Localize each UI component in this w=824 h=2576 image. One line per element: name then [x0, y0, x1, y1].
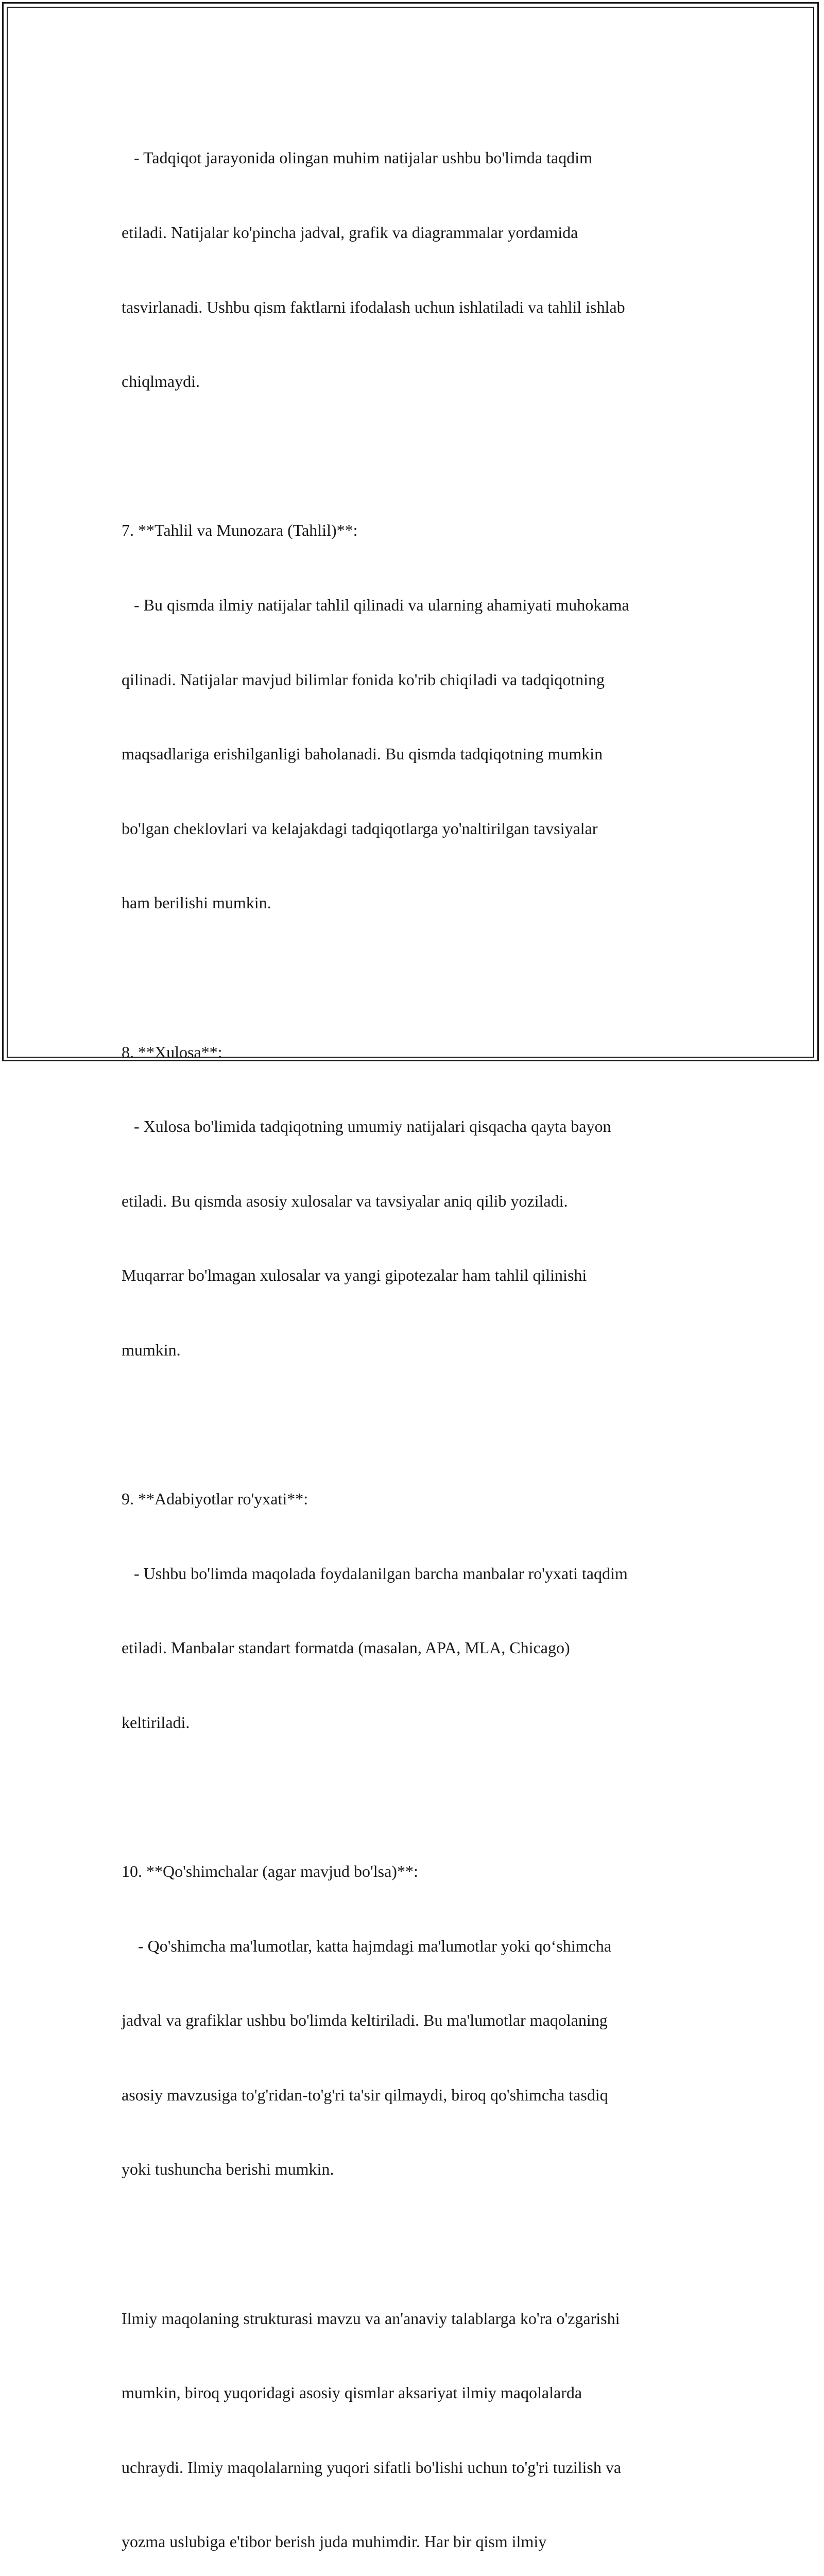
text-line: chiqlmaydi.: [122, 372, 200, 391]
section-heading-8: 8. **Xulosa**:: [122, 1042, 222, 1061]
text-line: asosiy mavzusiga to'g'ridan-to'g'ri ta'sir qilmaydi, biroq qo'shimcha tasdiq: [122, 2085, 608, 2104]
text-line: jadval va grafiklar ushbu bo'limda keltiriladi. Bu ma'lumotlar maqolaning: [122, 2011, 608, 2030]
text-line: tasvirlanadi. Ushbu qism faktlarni ifodalash uchun ishlatiladi va tahlil ishlab: [122, 297, 625, 316]
text-line: - Ushbu bo'limda maqolada foydalanilgan barcha manbalar ro'yxati taqdim: [122, 1564, 628, 1583]
text-line: yozma uslubiga e'tibor berish juda muhimdir. Har bir qism ilmiy: [122, 2532, 547, 2551]
text-line: - Tadqiqot jarayonida olingan muhim natijalar ushbu bo'limda taqdim: [122, 148, 592, 167]
text-line: Ilmiy maqolaning strukturasi mavzu va an'anaviy talablarga ko'ra o'zgarishi: [122, 2309, 620, 2328]
text-line: etiladi. Manbalar standart formatda (masalan, APA, MLA, Chicago): [122, 1638, 570, 1657]
text-line: keltiriladi.: [122, 1713, 190, 1732]
blank-line: [122, 1412, 719, 1437]
text-line: - Xulosa bo'limida tadqiqotning umumiy natijalari qisqacha qayta bayon: [122, 1117, 611, 1136]
section-heading-9: 9. **Adabiyotlar ro'yxati**:: [122, 1489, 308, 1509]
section-heading-10: 10. **Qo'shimchalar (agar mavjud bo'lsa)**:: [122, 1862, 418, 1881]
text-line: qilinadi. Natijalar mavjud bilimlar fonida ko'rib chiqiladi va tadqiqotning: [122, 670, 605, 689]
text-line: uchraydi. Ilmiy maqolalarning yuqori sifatli bo'lishi uchun to'g'ri tuzilish va: [122, 2458, 622, 2477]
section-heading-7: 7. **Tahlil va Munozara (Tahlil)**:: [122, 521, 358, 540]
text-line: Muqarrar bo'lmagan xulosalar va yangi gipotezalar ham tahlil qilinishi: [122, 1266, 587, 1285]
text-line: ham berilishi mumkin.: [122, 893, 271, 912]
blank-line: [122, 2231, 719, 2256]
text-line: mumkin.: [122, 1340, 181, 1359]
text-line: etiladi. Natijalar ko'pincha jadval, grafik va diagrammalar yordamida: [122, 223, 578, 242]
blank-line: [122, 1784, 719, 1809]
blank-line: [122, 965, 719, 990]
text-line: - Bu qismda ilmiy natijalar tahlil qilinadi va ularning ahamiyati muhokama: [122, 595, 629, 614]
text-line: bo'lgan cheklovlari va kelajakdagi tadqiqotlarga yo'naltirilgan tavsiyalar: [122, 819, 598, 838]
text-line: etiladi. Bu qismda asosiy xulosalar va tavsiyalar aniq qilib yoziladi.: [122, 1191, 568, 1210]
text-line: yoki tushuncha berishi mumkin.: [122, 2160, 334, 2179]
text-line: maqsadlariga erishilganligi baholanadi. Bu qismda tadqiqotning mumkin: [122, 744, 603, 764]
text-line: - Qo'shimcha ma'lumotlar, katta hajmdagi ma'lumotlar yoki qo‘shimcha: [122, 1936, 611, 1955]
document-body: [122, 96, 719, 2576]
blank-line: [122, 444, 719, 468]
text-line: mumkin, biroq yuqoridagi asosiy qismlar aksariyat ilmiy maqolalarda: [122, 2383, 582, 2402]
